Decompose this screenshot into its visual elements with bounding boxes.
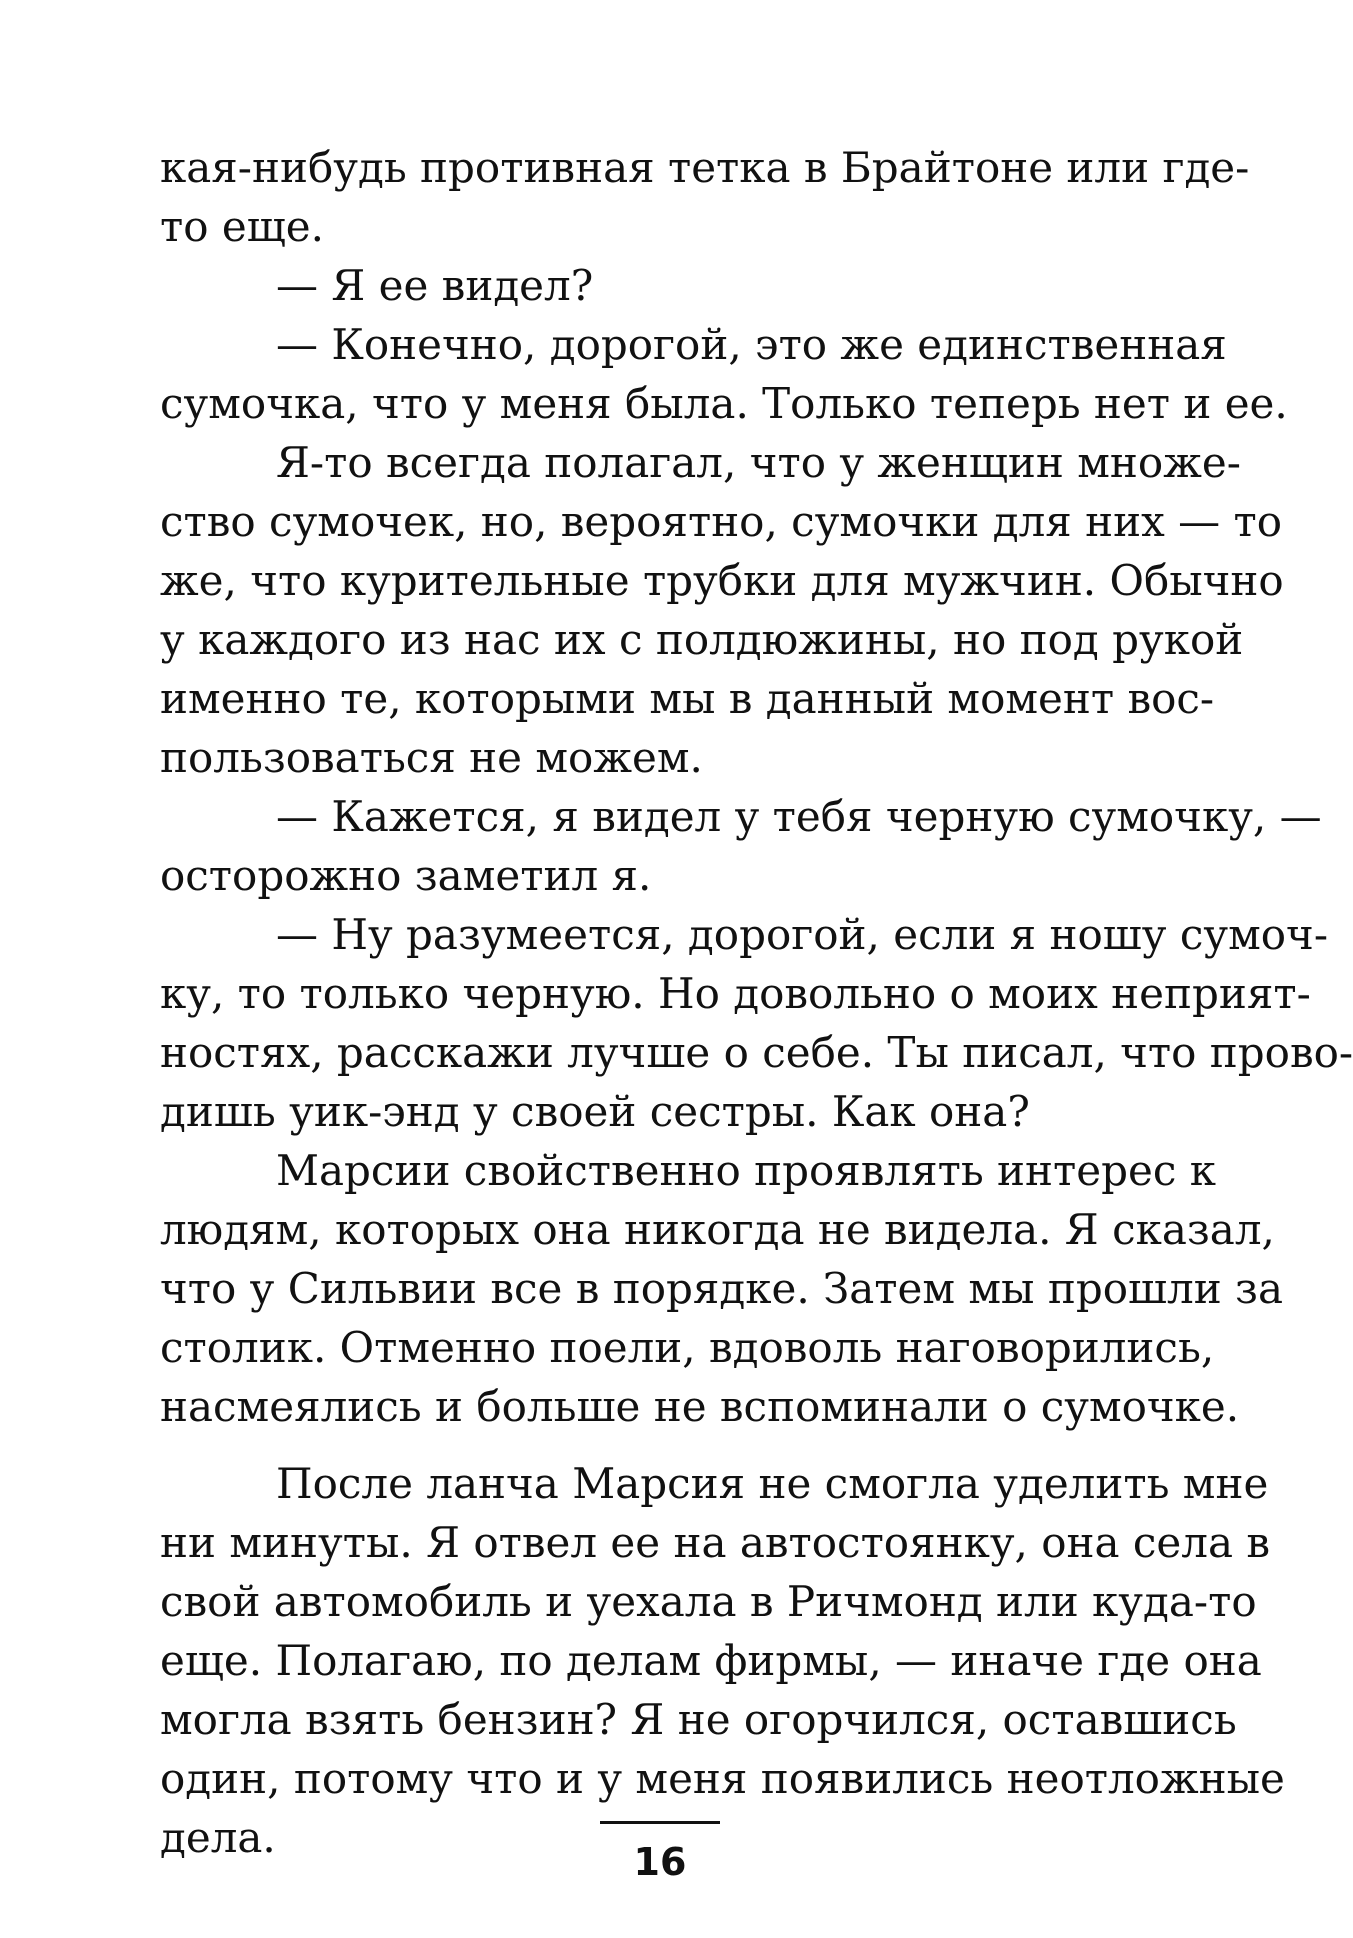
text-line: — Конечно, дорогой, это же единственная [276,320,1227,369]
body-text [160,138,1353,1867]
text-line: людям, которых она никогда не видела. Я сказал, [160,1205,1275,1254]
text-line: осторожно заметил я. [160,851,652,900]
text-line: После ланча Марсия не смогла уделить мне [276,1459,1269,1508]
text-line: же, что курительные трубки для мужчин. Обычно [160,556,1284,605]
text-line: ство сумочек, но, вероятно, сумочки для них — то [160,497,1283,546]
text-line: еще. Полагаю, по делам фирмы, — иначе где она [160,1636,1262,1685]
text-line: ку, то только черную. Но довольно о моих неприят- [160,969,1311,1018]
page-number: 16 [633,1840,687,1884]
text-line: один, потому что и у меня появились неотложные [160,1754,1285,1803]
text-line: насмеялись и больше не вспоминали о сумочке. [160,1382,1240,1431]
text-line: свой автомобиль и уехала в Ричмонд или куда-то [160,1577,1257,1626]
page-number-rule [600,1821,720,1824]
text-line: сумочка, что у меня была. Только теперь нет и ее. [160,379,1288,428]
text-line: пользоваться не можем. [160,733,703,782]
text-line: что у Сильвии все в порядке. Затем мы прошли за [160,1264,1284,1313]
text-line: Марсии свойственно проявлять интерес к [276,1146,1216,1195]
text-line: — Ну разумеется, дорогой, если я ношу сумоч- [276,910,1329,959]
text-line: ностях, расскажи лучше о себе. Ты писал, что прово- [160,1028,1353,1077]
text-line: именно те, которыми мы в данный момент вос- [160,674,1215,723]
text-line: у каждого из нас их с полдюжины, но под рукой [160,615,1244,664]
text-line: дишь уик-энд у своей сестры. Как она? [160,1087,1030,1136]
text-line: столик. Отменно поели, вдоволь наговорились, [160,1323,1215,1372]
text-line: Я-то всегда полагал, что у женщин множе- [276,438,1241,487]
text-line: кая-нибудь противная тетка в Брайтоне или где- [160,143,1250,192]
text-line: дела. [160,1813,276,1862]
text-line: ни минуты. Я отвел ее на автостоянку, она села в [160,1518,1271,1567]
text-line: то еще. [160,202,324,251]
text-line: — Я ее видел? [276,261,594,310]
text-line: могла взять бензин? Я не огорчился, оставшись [160,1695,1237,1744]
text-line: — Кажется, я видел у тебя черную сумочку, — [276,792,1322,841]
